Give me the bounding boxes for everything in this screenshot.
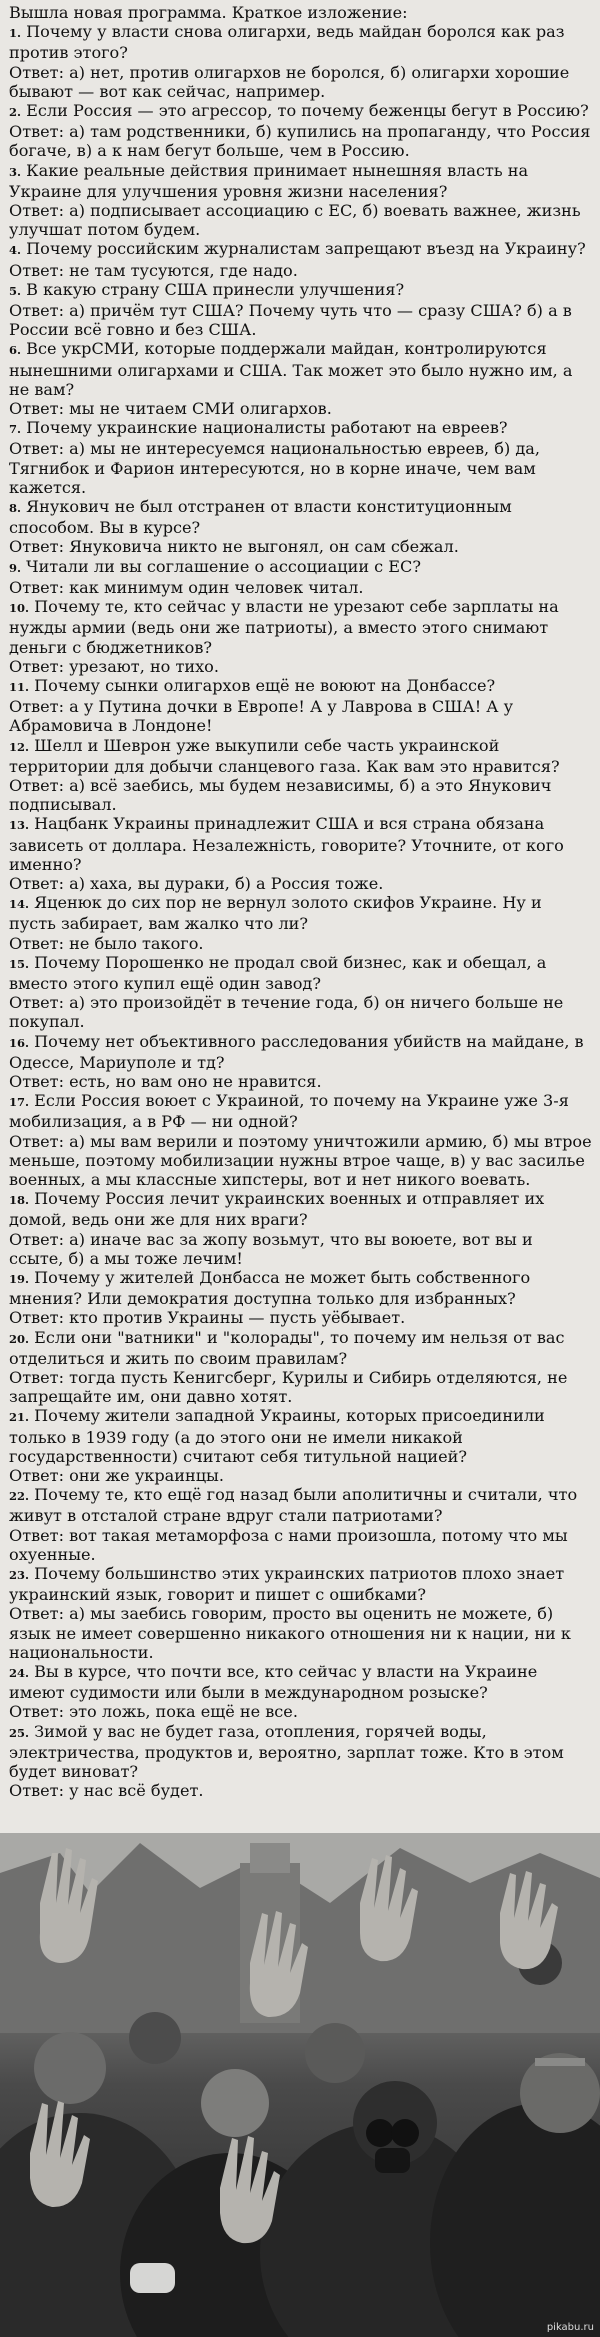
- question-number: 8.: [9, 501, 22, 516]
- question: [9, 339, 592, 399]
- question-text: Если Россия воюет с Украиной, то почему на Украине уже 3-я мобилизация, а в РФ — ни одной?: [9, 1091, 569, 1132]
- answer: Ответ: урезают, но тихо.: [9, 656, 219, 676]
- question: [9, 1032, 592, 1072]
- question: [9, 893, 592, 933]
- question: [9, 101, 592, 122]
- answer: Ответ: как минимум один человек читал.: [9, 577, 364, 597]
- qa-item: [9, 676, 592, 736]
- question-text: Почему у власти снова олигархи, ведь майдан боролся как раз против этого?: [9, 22, 565, 63]
- question-text: Читали ли вы соглашение о ассоциации с ЕС?: [26, 556, 421, 576]
- qa-item: [9, 418, 592, 497]
- question: [9, 239, 592, 260]
- question-number: 6.: [9, 343, 22, 358]
- answer: Ответ: а) всё заебись, мы будем независимы, б) а это Янукович подписывал.: [9, 775, 552, 815]
- answer: Ответ: у нас всё будет.: [9, 1781, 204, 1801]
- question-text: Почему Порошенко не продал свой бизнес, как и обещал, а вместо этого купил ещё один завод?: [9, 952, 547, 993]
- question-number: 25.: [9, 1725, 30, 1740]
- qa-item: [9, 497, 592, 557]
- question-number: 15.: [9, 956, 30, 971]
- intro-text: Вышла новая программа. Краткое изложение:: [9, 3, 408, 22]
- question: [9, 1722, 592, 1782]
- answer: Ответ: а) причём тут США? Почему чуть что — сразу США? б) а в России всё говно и без США.: [9, 301, 572, 340]
- qa-item: [9, 1564, 592, 1662]
- question-text: Почему нет объективного расследования убийств на майдане, в Одессе, Мариуполе и тд?: [9, 1031, 584, 1072]
- question-number: 4.: [9, 243, 22, 258]
- qa-item: [9, 1485, 592, 1564]
- question-number: 22.: [9, 1489, 30, 1504]
- question-text: Все укрСМИ, которые поддержали майдан, контролируются нынешними олигархами и США. Так может это было нужно им, а не вам?: [9, 339, 573, 399]
- answer: Ответ: а у Путина дочки в Европе! А у Лаврова в США! А у Абрамовича в Лондоне!: [9, 697, 514, 736]
- question-text: Почему те, кто сейчас у власти не урезают себе зарплаты на нужды армии (ведь они же патриоты), а вместо этого снимают деньги с бюджетников?: [9, 597, 559, 657]
- qa-item: [9, 1189, 592, 1268]
- question-number: 24.: [9, 1666, 30, 1681]
- question-number: 23.: [9, 1568, 30, 1583]
- qa-item: [9, 953, 592, 1032]
- question-number: 16.: [9, 1035, 30, 1050]
- qa-item: [9, 239, 592, 279]
- question: [9, 497, 592, 537]
- question-text: Почему сынки олигархов ещё не воюют на Донбассе?: [34, 675, 496, 695]
- answer: Ответ: а) хаха, вы дураки, б) а Россия тоже.: [9, 873, 384, 893]
- answer: Ответ: вот такая метаморфоза с нами произошла, потому что мы охуенные.: [9, 1525, 568, 1564]
- question-number: 17.: [9, 1095, 30, 1110]
- question: [9, 1485, 592, 1525]
- question-number: 9.: [9, 560, 22, 575]
- question-text: Яценюк до сих пор не вернул золото скифов Украине. Ну и пусть забирает, вам жалко что ли?: [9, 893, 542, 934]
- question-text: Если они "ватники" и "колорады", то почему им нельзя от вас отделиться и жить по своим правилам?: [9, 1327, 565, 1368]
- qa-item: [9, 101, 592, 161]
- question-text: Вы в курсе, что почти все, кто сейчас у власти на Украине имеют судимости или были в международном розыске?: [9, 1662, 538, 1703]
- qa-item: [9, 1328, 592, 1407]
- question-number: 13.: [9, 818, 30, 833]
- answer: Ответ: а) это произойдёт в течение года, б) он ничего больше не покупал.: [9, 993, 564, 1032]
- question-number: 19.: [9, 1272, 30, 1286]
- qa-item: [9, 1091, 592, 1189]
- answer: Ответ: Януковича никто не выгонял, он сам сбежал.: [9, 537, 459, 557]
- answer: Ответ: а) подписывает ассоциацию с ЕС, б) воевать важнее, жизнь улучшат потом будем.: [9, 201, 581, 240]
- question-text: Зимой у вас не будет газа, отопления, горячей воды, электричества, продуктов и, вероятно, зарплат тоже. Кто в этом будет виноват?: [9, 1721, 564, 1782]
- question: [9, 1564, 592, 1604]
- answer: Ответ: а) нет, против олигархов не боролся, б) олигархи хорошие бывают — вот как сейчас, например.: [9, 62, 570, 101]
- question: [9, 418, 592, 439]
- qa-item: [9, 557, 592, 597]
- question: [9, 597, 592, 657]
- qa-item: [9, 814, 592, 893]
- qa-item: [9, 22, 592, 101]
- question-text: Почему жители западной Украины, которых присоединили только в 1939 году (а до этого они не имели никакой государственности) считают себя титульной нацией?: [9, 1406, 545, 1466]
- answer: Ответ: кто против Украины — пусть уёбывает.: [9, 1308, 406, 1328]
- answer: Ответ: мы не читаем СМИ олигархов.: [9, 399, 332, 419]
- question-number: 12.: [9, 739, 30, 754]
- qa-item: [9, 339, 592, 418]
- question-number: 2.: [9, 105, 22, 120]
- question: [9, 814, 592, 874]
- question-text: Почему Россия лечит украинских военных и отправляет их домой, ведь они же для них враги?: [9, 1189, 545, 1230]
- question: [9, 1091, 592, 1131]
- question-text: Какие реальные действия принимает нынешняя власть на Украине для улучшения уровня жизни населения?: [9, 160, 529, 201]
- answer: Ответ: есть, но вам оно не нравится.: [9, 1071, 322, 1091]
- question-number: 10.: [9, 601, 30, 616]
- question-number: 1.: [9, 26, 22, 41]
- qa-item: [9, 1662, 592, 1722]
- answer: Ответ: а) мы заебись говорим, просто вы оценить не можете, б) язык не имеет совершенно никакого отношения ни к нации, ни к национальности.: [9, 1604, 571, 1662]
- qa-item: [9, 161, 592, 240]
- answer: Ответ: а) мы не интересуемся национальностью евреев, б) да, Тягнибок и Фарион интересуются, но в корне иначе, чем вам кажется.: [9, 439, 540, 497]
- qa-item: [9, 280, 592, 340]
- question: [9, 22, 592, 62]
- question: [9, 161, 592, 201]
- answer: Ответ: это ложь, пока ещё не все.: [9, 1702, 298, 1722]
- qa-item: [9, 1268, 592, 1328]
- question-text: Шелл и Шеврон уже выкупили себе часть украинской территории для добычи сланцевого газа. Как вам это нравится?: [9, 735, 560, 776]
- question-text: Нацбанк Украины принадлежит США и вся страна обязана зависеть от доллара. Незалежність, говорите? Уточните, от кого именно?: [9, 814, 564, 874]
- question-number: 5.: [9, 283, 22, 298]
- answer: Ответ: тогда пусть Кенигсберг, Курилы и Сибирь отделяются, не запрещайте им, они давно хотят.: [9, 1368, 568, 1407]
- question-text: Почему большинство этих украинских патриотов плохо знает украинский язык, говорит и пишет с ошибками?: [9, 1564, 565, 1605]
- question-text: В какую страну США принесли улучшения?: [26, 279, 405, 299]
- protest-photo-illustration: [0, 1833, 600, 2337]
- answer: Ответ: а) иначе вас за жопу возьмут, что вы воюете, вот вы и ссыте, б) а мы тоже лечим!: [9, 1229, 533, 1268]
- answer: Ответ: а) мы вам верили и поэтому уничтожили армию, б) мы втрое меньше, поэтому мобилизации нужны втрое чаще, в) у вас засилье военных, а мы классные хипстеры, вот и нет никого воевать.: [9, 1131, 592, 1189]
- qa-list: [9, 22, 592, 1800]
- qa-item: [9, 893, 592, 953]
- question-text: Почему российским журналистам запрещают въезд на Украину?: [26, 239, 586, 259]
- question: [9, 1189, 592, 1229]
- question: [9, 1328, 592, 1368]
- qa-item: [9, 1722, 592, 1801]
- answer: Ответ: не было такого.: [9, 933, 204, 953]
- question: [9, 1406, 592, 1466]
- question-number: 21.: [9, 1410, 30, 1425]
- question-number: 3.: [9, 164, 22, 179]
- answer: Ответ: не там тусуются, где надо.: [9, 260, 298, 280]
- qa-item: [9, 736, 592, 815]
- answer: Ответ: они же украинцы.: [9, 1466, 224, 1486]
- watermark: pikabu.ru: [546, 2322, 594, 2333]
- question-number: 20.: [9, 1331, 30, 1346]
- question-text: Янукович не был отстранен от власти конституционным способом. Вы в курсе?: [9, 497, 512, 538]
- question-text: Почему те, кто ещё год назад были аполитичны и считали, что живут в отсталой стране вдруг стали патриотами?: [9, 1485, 578, 1526]
- question: [9, 1268, 592, 1308]
- question: [9, 953, 592, 993]
- question: [9, 676, 592, 697]
- question: [9, 280, 592, 301]
- qa-item: [9, 597, 592, 676]
- qa-item: [9, 1032, 592, 1092]
- question-text: Почему украинские националисты работают на евреев?: [26, 418, 508, 438]
- question-text: Почему у жителей Донбасса не может быть собственного мнения? Или демократия доступна только для избранных?: [9, 1268, 531, 1309]
- protest-photo: [0, 1833, 600, 2337]
- answer: Ответ: а) там родственники, б) купились на пропаганду, что Россия богаче, в) а к нам бегут больше, чем в Россию.: [9, 122, 591, 161]
- question-number: 11.: [9, 679, 30, 694]
- question: [9, 1662, 592, 1702]
- question: [9, 557, 592, 578]
- qa-item: [9, 1406, 592, 1485]
- question-text: Если Россия — это агрессор, то почему беженцы бегут в Россию?: [26, 101, 589, 121]
- question: [9, 736, 592, 776]
- question-number: 14.: [9, 897, 30, 912]
- question-number: 7.: [9, 422, 22, 437]
- question-number: 18.: [9, 1193, 30, 1208]
